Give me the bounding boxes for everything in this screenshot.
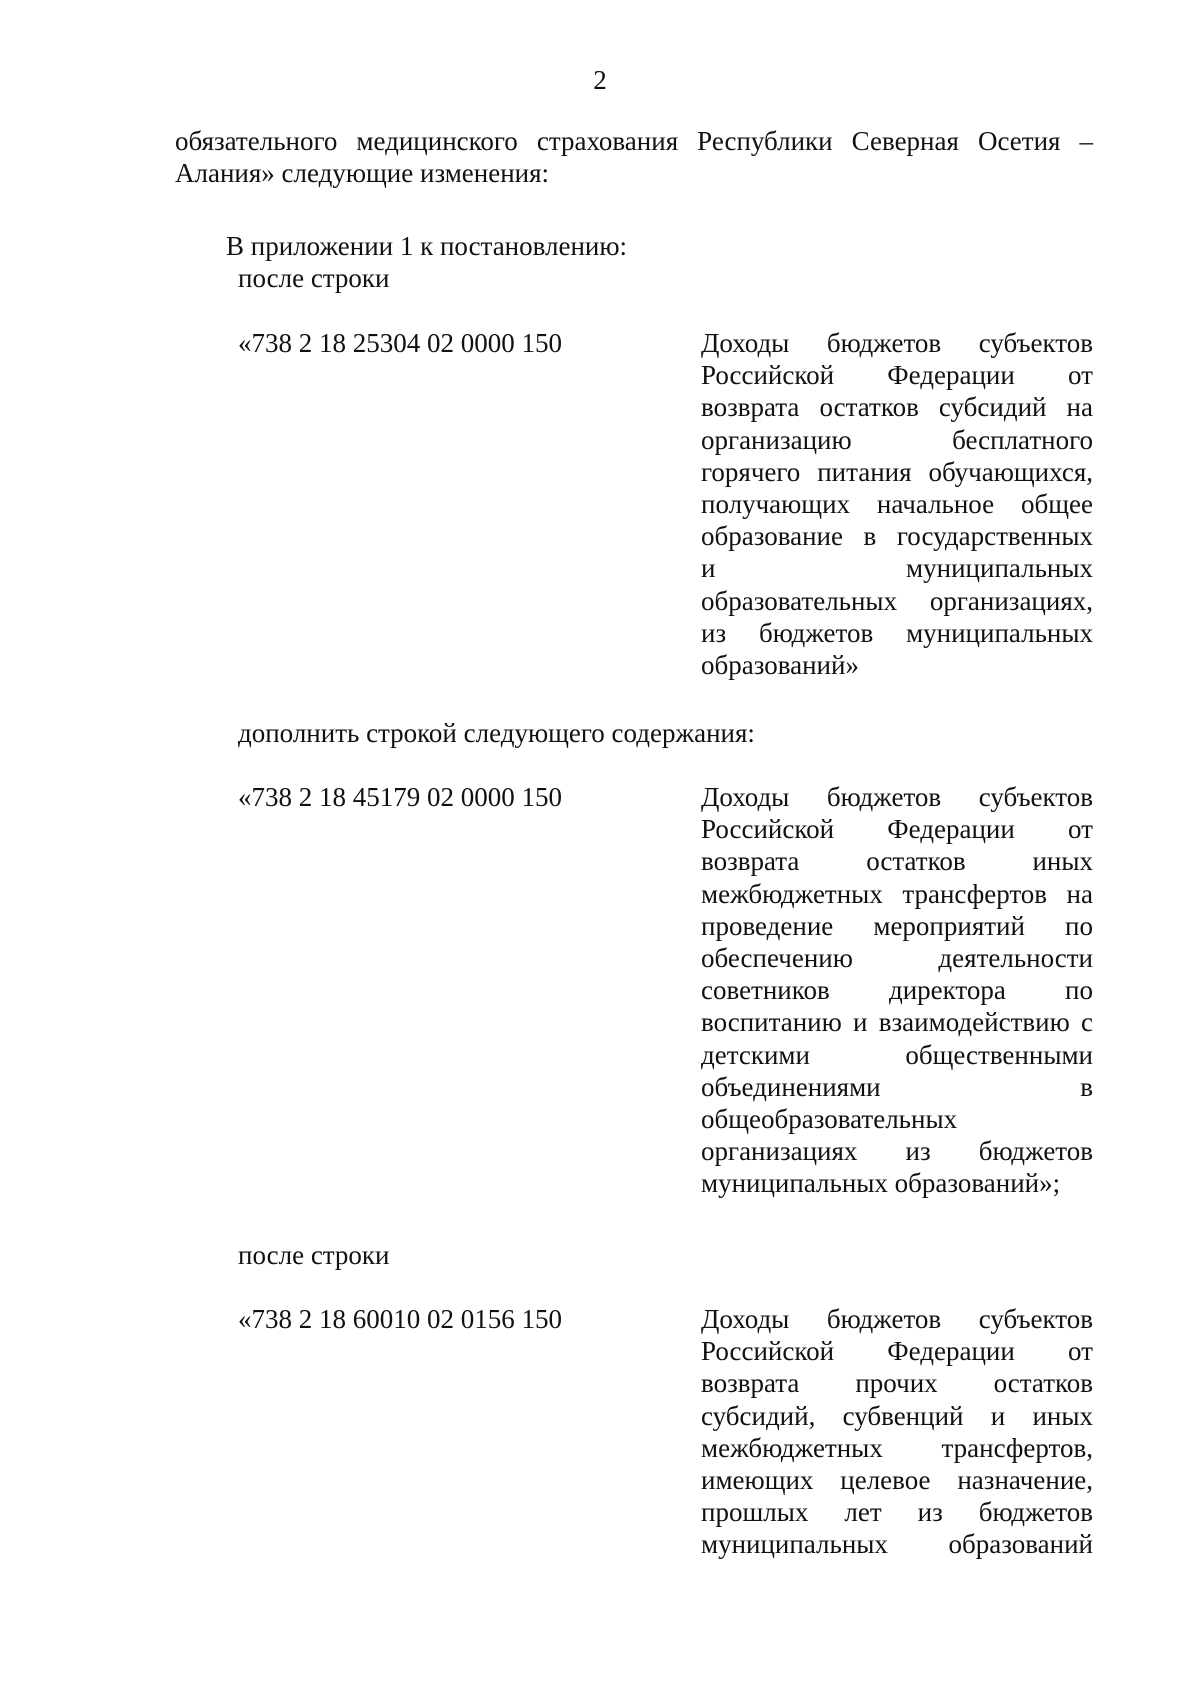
description-line: межбюджетных трансфертов,: [701, 1432, 1093, 1463]
budget-code-2: «738 2 18 45179 02 0000 150: [238, 782, 562, 812]
after-row-label-1: после строки: [238, 263, 390, 293]
description-line: субсидий, субвенций и иных: [701, 1400, 1093, 1431]
description-line: возврата остатков субсидий на: [701, 392, 1093, 423]
description-line: из бюджетов муниципальных: [701, 617, 1093, 648]
description-line: и муниципальных: [701, 553, 1093, 584]
description-line: образовательных организациях,: [701, 585, 1093, 616]
description-line: советников директора по: [701, 975, 1093, 1006]
description-line: общеобразовательных: [701, 1103, 958, 1134]
description-line: горячего питания обучающихся,: [701, 456, 1093, 487]
description-line: возврата прочих остатков: [701, 1368, 1093, 1399]
intro-line-2: Алания» следующие изменения:: [175, 158, 550, 188]
budget-description-3: [701, 1303, 1093, 1561]
description-line: воспитанию и взаимодействию с: [701, 1007, 1093, 1038]
supplement-instruction: дополнить строкой следующего содержания:: [238, 718, 755, 748]
description-line: обеспечению деятельности: [701, 942, 1093, 973]
description-line: Российской Федерации от: [701, 360, 1093, 391]
description-line: муниципальных образований»;: [701, 1168, 1061, 1199]
description-line: имеющих целевое назначение,: [701, 1464, 1093, 1495]
budget-description-1: [701, 327, 1093, 681]
intro-paragraph: [175, 125, 1093, 189]
after-row-label-2: после строки: [238, 1240, 390, 1270]
intro-line-1: обязательного медицинского страхования Республики Северная Осетия –: [175, 126, 1093, 156]
description-line: Доходы бюджетов субъектов: [701, 782, 1093, 812]
page-number: 2: [593, 65, 607, 95]
description-line: Российской Федерации от: [701, 1336, 1093, 1367]
description-line: получающих начальное общее: [701, 488, 1093, 519]
description-line: возврата остатков иных: [701, 846, 1093, 877]
description-line: организациях из бюджетов: [701, 1136, 1093, 1167]
description-line: объединениями в: [701, 1071, 1093, 1102]
description-line: прошлых лет из бюджетов: [701, 1497, 1093, 1528]
description-line: образований»: [701, 649, 859, 680]
budget-description-2: [701, 781, 1093, 1199]
description-line: организацию бесплатного: [701, 424, 1093, 455]
description-line: Доходы бюджетов субъектов: [701, 328, 1093, 358]
appendix-heading: В приложении 1 к постановлению:: [226, 231, 628, 261]
budget-code-3: «738 2 18 60010 02 0156 150: [238, 1304, 562, 1334]
description-line: Доходы бюджетов субъектов: [701, 1304, 1093, 1334]
description-line: Российской Федерации от: [701, 814, 1093, 845]
description-line: проведение мероприятий по: [701, 910, 1093, 941]
budget-code-1: «738 2 18 25304 02 0000 150: [238, 328, 562, 358]
description-line: детскими общественными: [701, 1039, 1093, 1070]
description-line: образование в государственных: [701, 521, 1093, 552]
description-line: муниципальных образований: [701, 1529, 1093, 1560]
description-line: межбюджетных трансфертов на: [701, 878, 1093, 909]
